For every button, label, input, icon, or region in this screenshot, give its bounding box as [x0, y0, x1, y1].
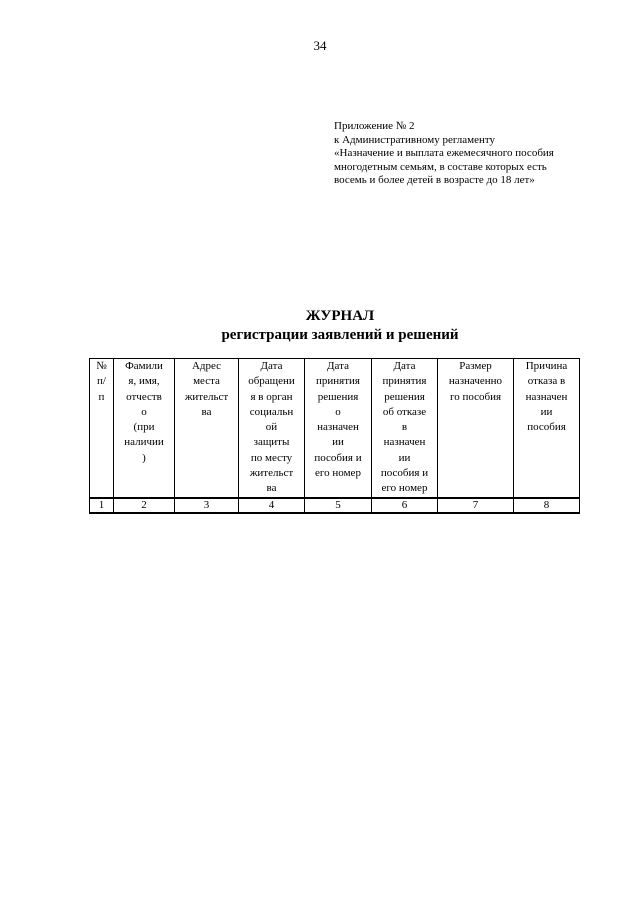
column-number-cell: 1 — [90, 498, 114, 513]
registration-table — [89, 358, 580, 514]
header-cell-line: жительст — [249, 467, 294, 480]
appendix-line: многодетным семьям, в составе которых есть — [334, 160, 547, 173]
header-cell-line: защиты — [253, 436, 290, 449]
column-number-cell: 8 — [514, 498, 580, 513]
header-cell-line: Дата — [260, 360, 283, 372]
header-cell-line: о — [335, 405, 341, 418]
header-cell-line: пособия и — [314, 451, 362, 464]
header-cell-line: я, имя, — [128, 375, 160, 388]
appendix-block — [334, 120, 634, 188]
header-cell-line: наличии — [124, 436, 164, 449]
header-cell-refusal-reason — [514, 359, 580, 498]
header-cell-line: ой — [265, 421, 278, 434]
header-cell-line: ии — [540, 405, 553, 418]
header-cell-line: го пособия — [449, 390, 502, 403]
header-cell-application-date — [239, 359, 305, 498]
header-cell-benefit-amount — [438, 359, 514, 498]
header-cell-line: Причина — [525, 360, 568, 372]
header-cell-line: Дата — [393, 360, 416, 372]
header-cell-line: Дата — [327, 360, 349, 372]
header-cell-line: принятия — [382, 375, 427, 388]
column-number-cell: 3 — [175, 498, 239, 513]
header-cell-line: принятия — [316, 375, 360, 388]
column-number-cell: 4 — [239, 498, 305, 513]
column-number-cell: 6 — [372, 498, 438, 513]
header-cell-line: его номер — [315, 467, 361, 480]
header-cell-line: ва — [266, 482, 277, 495]
header-cell-fullname — [114, 359, 175, 498]
header-cell-line: п/ — [97, 375, 106, 388]
table-row — [90, 498, 580, 513]
header-cell-line: Адрес — [191, 360, 222, 372]
header-cell-line: о — [141, 405, 147, 418]
header-cell-line: об отказе — [382, 405, 427, 418]
header-cell-line: Размер — [459, 360, 492, 372]
appendix-line: восемь и более детей в возрасте до 18 лет» — [334, 174, 535, 186]
header-cell-line: места — [193, 375, 220, 388]
appendix-line: Приложение № 2 — [334, 120, 415, 132]
page-number: 34 — [313, 38, 327, 53]
header-cell-line: отказа в — [527, 375, 566, 388]
table-header-row — [90, 359, 580, 498]
header-cell-line: № — [96, 360, 107, 372]
header-cell-line: пособия и — [380, 467, 429, 480]
header-cell-line: жительст — [184, 390, 229, 403]
appendix-line: «Назначение и выплата ежемесячного пособия — [334, 147, 554, 159]
header-cell-refusal-decision — [372, 359, 438, 498]
header-cell-line: по месту — [250, 451, 293, 464]
header-cell-line: назначен — [383, 436, 426, 449]
header-cell-line: отчеств — [126, 390, 162, 403]
header-cell-line: ) — [142, 451, 146, 464]
header-cell-line: п — [98, 390, 105, 403]
header-cell-line: решения — [384, 390, 425, 403]
header-cell-line: в — [401, 421, 408, 434]
header-cell-line: ии — [332, 436, 344, 449]
header-cell-approval-decision — [305, 359, 372, 498]
header-cell-line: назначен — [525, 390, 568, 403]
header-cell-line: социальн — [249, 405, 294, 418]
column-number-cell: 7 — [438, 498, 514, 513]
header-cell-line: Фамили — [125, 360, 163, 372]
header-cell-line: его номер — [381, 482, 428, 495]
header-cell-line: назначен — [317, 421, 359, 434]
appendix-line: к Административному регламенту — [334, 133, 496, 146]
column-number-cell: 2 — [114, 498, 175, 513]
header-cell-line: назначенно — [448, 375, 503, 388]
journal-title: ЖУРНАЛ — [305, 308, 375, 324]
column-number-cell: 5 — [305, 498, 372, 513]
journal-subtitle: регистрации заявлений и решений — [221, 327, 459, 343]
header-cell-line: я в орган — [250, 390, 293, 403]
header-cell-line: ии — [398, 451, 411, 464]
header-cell-line: ва — [201, 405, 212, 418]
header-cell-line: обращени — [248, 375, 295, 388]
journal-heading — [0, 307, 640, 345]
header-cell-line: пособия — [527, 421, 566, 434]
header-cell-number — [90, 359, 114, 498]
header-cell-address — [175, 359, 239, 498]
header-cell-line: (при — [133, 421, 155, 434]
header-cell-line: решения — [317, 390, 359, 403]
